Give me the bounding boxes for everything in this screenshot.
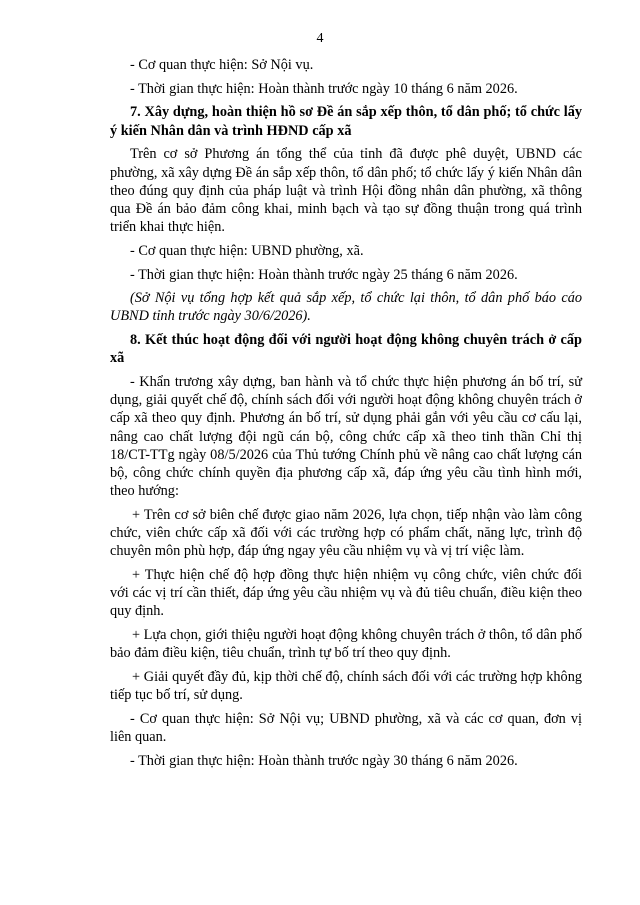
bullet-item: + Giải quyết đầy đủ, kịp thời chế độ, chính sách đối với các trường hợp không tiếp tục bố trí, sử dụng.	[110, 669, 582, 704]
agency-line: - Cơ quan thực hiện: Sở Nội vụ; UBND phường, xã và các cơ quan, đơn vị liên quan.	[110, 711, 582, 746]
agency-line: - Cơ quan thực hiện: Sở Nội vụ.	[130, 57, 314, 73]
agency-line: - Cơ quan thực hiện: UBND phường, xã.	[130, 242, 364, 259]
deadline-line: - Thời gian thực hiện: Hoàn thành trước ngày 10 tháng 6 năm 2026.	[130, 80, 518, 97]
section-heading-8: 8. Kết thúc hoạt động đối với người hoạt động không chuyên trách ở cấp xã	[110, 332, 582, 367]
bullet-item: + Lựa chọn, giới thiệu người hoạt động không chuyên trách ở thôn, tổ dân phố bảo đảm điều kiện, tiêu chuẩn, trình tự bố trí theo quy định.	[110, 627, 582, 662]
document-body	[110, 56, 582, 776]
bullet-item: + Thực hiện chế độ hợp đồng thực hiện nhiệm vụ công chức, viên chức đối với các vị trí cần thiết, đáp ứng yêu cầu nhiệm vụ và đủ tiêu chuẩn, điều kiện theo quy định.	[110, 567, 582, 620]
italic-note: (Sở Nội vụ tổng hợp kết quả sắp xếp, tổ chức lại thôn, tổ dân phố báo cáo UBND tỉnh trước ngày 30/6/2026).	[110, 290, 582, 325]
page-number: 4	[316, 31, 324, 46]
body-paragraph: Trên cơ sở Phương án tổng thể của tỉnh đã được phê duyệt, UBND các phường, xã xây dựng Đề án sắp xếp thôn, tổ dân phố; tổ chức lấy ý kiến Nhân dân theo đúng quy định của pháp luật và trình Hội đồng nhân dân phường, xã thông qua Đề án bảo đảm công khai, minh bạch và tạo sự đồng thuận trong quá trình triển khai thực hiện.	[110, 146, 582, 236]
deadline-line: - Thời gian thực hiện: Hoàn thành trước ngày 25 tháng 6 năm 2026.	[130, 266, 518, 283]
section-heading-7: 7. Xây dựng, hoàn thiện hồ sơ Đề án sắp xếp thôn, tổ dân phố; tổ chức lấy ý kiến Nhân dân và trình HĐND cấp xã	[110, 104, 582, 139]
deadline-line: - Thời gian thực hiện: Hoàn thành trước ngày 30 tháng 6 năm 2026.	[130, 752, 518, 769]
bullet-item: + Trên cơ sở biên chế được giao năm 2026, lựa chọn, tiếp nhận vào làm công chức, viên chức cấp xã đối với các trường hợp có phẩm chất, năng lực, trình độ chuyên môn phù hợp, đáp ứng ngay yêu cầu nhiệm vụ và vị trí việc làm.	[110, 506, 582, 560]
body-paragraph: - Khẩn trương xây dựng, ban hành và tổ chức thực hiện phương án bố trí, sử dụng, giải quyết chế độ, chính sách đối với người hoạt động không chuyên trách ở cấp xã theo quy định. Phương án bố trí, sử dụng phải gắn với yêu cầu cơ cấu lại, nâng cao chất lượng đội ngũ cán bộ, công chức cấp xã theo tinh thần Chỉ thị 18/CT-TTg ngày 08/5/2026 của Thủ tướng Chính phủ về nâng cao chất lượng cán bộ, công chức chính quyền địa phương cấp xã, đáp ứng yêu cầu tình hình mới, theo hướng:	[110, 374, 582, 500]
